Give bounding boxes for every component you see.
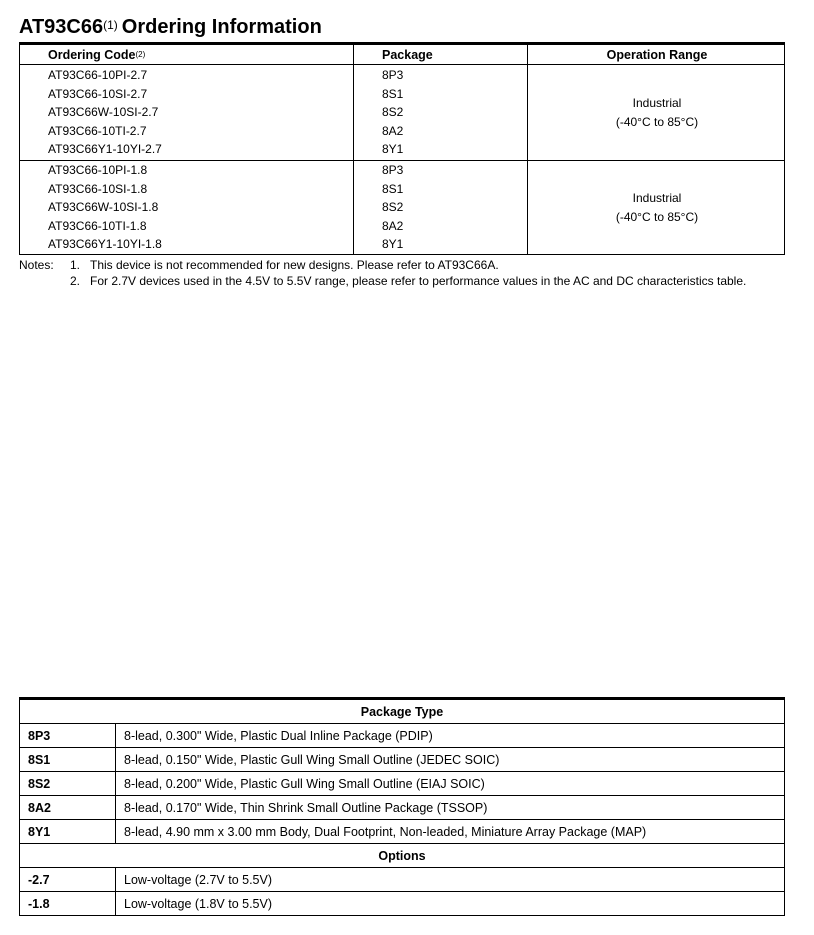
ordering-code: AT93C66-10SI-2.7 [48, 86, 148, 101]
option-code: -2.7 [20, 868, 116, 892]
title-text: Ordering Information [121, 16, 322, 38]
note-number: 1. [70, 258, 81, 272]
package-code: 8S1 [382, 86, 404, 101]
table-row [20, 724, 784, 748]
note-item [70, 257, 499, 273]
package-code: 8A2 [20, 796, 116, 820]
package-type-header: Package Type [20, 700, 784, 724]
column-divider [353, 45, 354, 254]
ordering-code: AT93C66-10TI-1.8 [48, 218, 147, 233]
package-code: 8S2 [382, 200, 404, 214]
package-code: 8A2 [382, 123, 404, 138]
option-description: Low-voltage (2.7V to 5.5V) [116, 868, 785, 892]
package-code: 8Y1 [382, 142, 404, 156]
header-divider [20, 64, 784, 65]
package-code: 8Y1 [20, 820, 116, 844]
operation-range-label: Industrial [632, 96, 682, 110]
package-code: 8S1 [20, 748, 116, 772]
ordering-code: AT93C66W-10SI-2.7 [48, 105, 159, 119]
notes-label: Notes: [19, 258, 54, 272]
title-part-number: AT93C66 [19, 16, 104, 38]
package-code: 8P3 [382, 163, 404, 177]
table-row [20, 892, 784, 916]
package-code: 8P3 [382, 68, 404, 82]
page-title [19, 14, 322, 40]
operation-range-label: Industrial [632, 191, 682, 205]
ordering-code: AT93C66Y1-10YI-2.7 [48, 142, 162, 156]
header-package: Package [382, 48, 433, 62]
table-row [20, 772, 784, 796]
ordering-code: AT93C66-10TI-2.7 [48, 123, 147, 138]
header-ordering-code [48, 47, 145, 63]
package-description: 8-lead, 0.150" Wide, Plastic Gull Wing Small Outline (JEDEC SOIC) [116, 748, 785, 772]
section-header-row [20, 700, 784, 724]
operation-range-temp: (-40°C to 85°C) [615, 115, 699, 129]
package-code: 8P3 [20, 724, 116, 748]
package-code: 8A2 [382, 218, 404, 233]
header-footnote-ref: (2) [135, 50, 146, 59]
package-description: 8-lead, 0.200" Wide, Plastic Gull Wing Small Outline (EIAJ SOIC) [116, 772, 785, 796]
header-ordering-code-label: Ordering Code [48, 48, 136, 62]
ordering-code: AT93C66-10SI-1.8 [48, 181, 148, 196]
note-text: This device is not recommended for new designs. Please refer to AT93C66A. [90, 258, 499, 272]
table-row [20, 868, 784, 892]
option-description: Low-voltage (1.8V to 5.5V) [116, 892, 785, 916]
ordering-code: AT93C66-10PI-1.8 [48, 163, 148, 177]
package-code: 8S2 [382, 105, 404, 119]
options-header: Options [20, 844, 784, 868]
ordering-code: AT93C66-10PI-2.7 [48, 68, 148, 82]
section-header-row [20, 844, 784, 868]
table-row [20, 796, 784, 820]
option-code: -1.8 [20, 892, 116, 916]
package-code: 8S1 [382, 181, 404, 196]
table-row [20, 748, 784, 772]
note-number: 2. [70, 274, 81, 288]
package-code: 8Y1 [382, 237, 404, 251]
note-text: For 2.7V devices used in the 4.5V to 5.5V range, please refer to performance values in the AC and DC characteristics table. [90, 274, 747, 288]
note-item [70, 273, 746, 289]
package-description: 8-lead, 4.90 mm x 3.00 mm Body, Dual Footprint, Non-leaded, Miniature Array Package (MAP) [116, 820, 785, 844]
header-operation-range: Operation Range [606, 48, 708, 62]
package-type-table [19, 697, 785, 916]
operation-range-temp: (-40°C to 85°C) [615, 210, 699, 224]
package-description: 8-lead, 0.300" Wide, Plastic Dual Inline Package (PDIP) [116, 724, 785, 748]
ordering-code: AT93C66Y1-10YI-1.8 [48, 237, 162, 251]
package-code: 8S2 [20, 772, 116, 796]
ordering-info-table [19, 42, 785, 255]
ordering-code: AT93C66W-10SI-1.8 [48, 200, 159, 214]
package-description: 8-lead, 0.170" Wide, Thin Shrink Small Outline Package (TSSOP) [116, 796, 785, 820]
title-footnote-ref: (1) [103, 18, 118, 32]
column-divider [527, 45, 528, 254]
table-row [20, 820, 784, 844]
